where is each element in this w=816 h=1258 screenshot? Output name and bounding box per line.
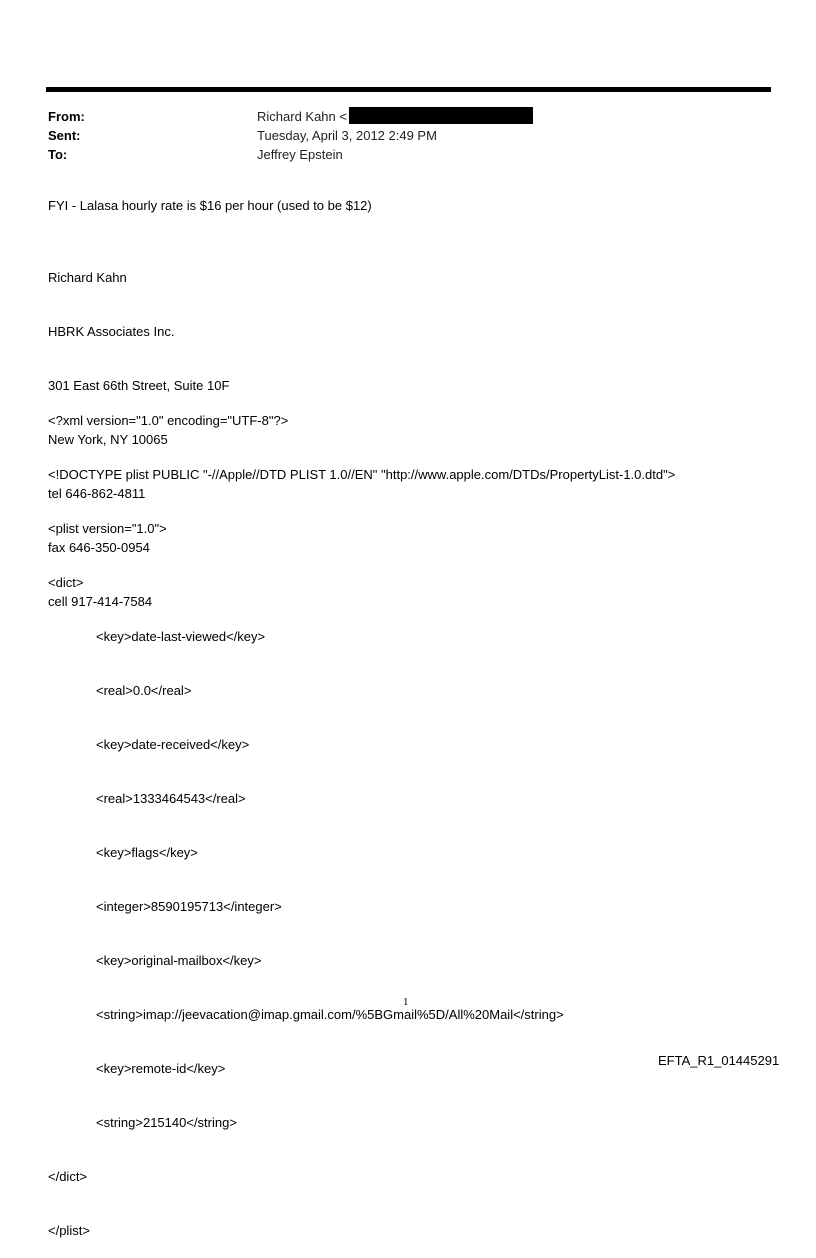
signature-cell: cell 917-414-7584 [48, 594, 153, 609]
xml-line: <key>original-mailbox</key> [96, 953, 262, 968]
xml-line: <key>remote-id</key> [96, 1061, 226, 1076]
xml-block [48, 376, 675, 1258]
xml-line: <plist version="1.0"> [48, 521, 167, 536]
page-number: 1 [403, 996, 409, 1008]
header-rule [46, 87, 771, 92]
xml-line: <dict> [48, 575, 84, 590]
xml-line: <key>flags</key> [96, 845, 198, 860]
signature-street: 301 East 66th Street, Suite 10F [48, 378, 230, 393]
xml-line: <real>1333464543</real> [96, 791, 246, 806]
from-label: From: [48, 109, 85, 124]
signature-name: Richard Kahn [48, 270, 127, 285]
xml-line: <key>date-last-viewed</key> [96, 629, 266, 644]
xml-line: <key>date-received</key> [96, 737, 250, 752]
xml-line: <real>0.0</real> [96, 683, 192, 698]
sent-value: Tuesday, April 3, 2012 2:49 PM [257, 128, 437, 143]
xml-line: <?xml version="1.0" encoding="UTF-8"?> [48, 413, 289, 428]
signature-company: HBRK Associates Inc. [48, 324, 175, 339]
document-id: EFTA_R1_01445291 [658, 1053, 780, 1068]
xml-line: <!DOCTYPE plist PUBLIC "-//Apple//DTD PLIST 1.0//EN" "http://www.apple.com/DTDs/PropertyList-1.0.dtd"> [48, 467, 676, 482]
xml-line: </dict> [48, 1169, 88, 1184]
signature-city: New York, NY 10065 [48, 432, 168, 447]
signature-fax: fax 646-350-0954 [48, 540, 150, 555]
sent-label: Sent: [48, 128, 81, 143]
xml-line: <integer>8590195713</integer> [96, 899, 282, 914]
signature-tel: tel 646-862-4811 [48, 486, 146, 501]
from-value [257, 107, 533, 126]
to-value: Jeffrey Epstein [257, 147, 343, 162]
xml-line: </plist> [48, 1223, 90, 1238]
message-text: FYI - Lalasa hourly rate is $16 per hour (used to be $12) [48, 198, 372, 213]
xml-line: <string>215140</string> [96, 1115, 237, 1130]
xml-line: <string>imap://jeevacation@imap.gmail.com/%5BGmail%5D/All%20Mail</string> [96, 1007, 564, 1022]
to-label: To: [48, 147, 68, 162]
redaction-box [349, 107, 533, 124]
from-text: Richard Kahn < [257, 109, 347, 124]
